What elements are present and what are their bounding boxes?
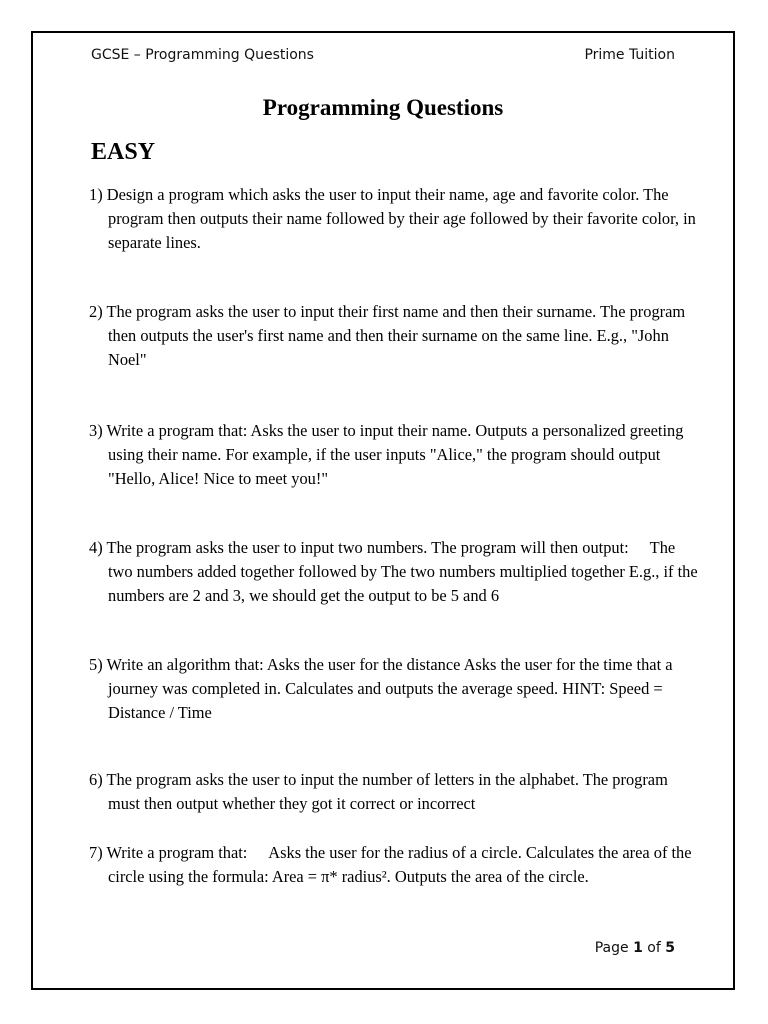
- question-6: 6) The program asks the user to input the number of letters in the alphabet. The program must then output whether they got it correct or incorrect: [89, 770, 668, 813]
- header-right-text: Prime Tuition: [584, 47, 675, 63]
- footer-page-label: Page: [594, 940, 629, 956]
- document-title: Programming Questions: [262, 95, 504, 120]
- question-5: 5) Write an algorithm that: Asks the user for the distance Asks the user for the time that a journey was completed in. Calculates and outputs the average speed. HINT: Speed = Distance / Time: [89, 655, 673, 722]
- question-4: 4) The program asks the user to input two numbers. The program will then output: The two numbers added together followed by The two numbers multiplied together E.g., if the numbers are 2 and 3, we should get the output to be 5 and 6: [89, 538, 687, 605]
- page-footer: [595, 940, 675, 956]
- question-2: 2) The program asks the user to input their first name and then their surname. The program then outputs the user's first name and then their surname on the same line. E.g., "John Noel": [89, 302, 686, 369]
- section-heading-easy: EASY: [91, 139, 156, 165]
- document-page: [31, 31, 735, 990]
- header-left-text: GCSE – Programming Questions: [91, 47, 314, 63]
- footer-of-label: of: [647, 940, 661, 956]
- page-header: [91, 47, 675, 63]
- footer-current-page: 1: [633, 940, 643, 956]
- question-3: 3) Write a program that: Asks the user to input their name. Outputs a personalized greeting using their name. For example, if the user inputs "Alice," the program should output "Hello, Alice! Nice to meet you!": [89, 421, 684, 488]
- footer-total-pages: 5: [665, 940, 675, 956]
- question-1: 1) Design a program which asks the user to input their name, age and favorite color. The program then outputs their name followed by their age followed by their favorite color, in separate lines.: [89, 185, 696, 252]
- question-7: 7) Write a program that: Asks the user for the radius of a circle. Calculates the area of the circle using the formula: Area = π* radius². Outputs the area of the circle.: [89, 843, 674, 886]
